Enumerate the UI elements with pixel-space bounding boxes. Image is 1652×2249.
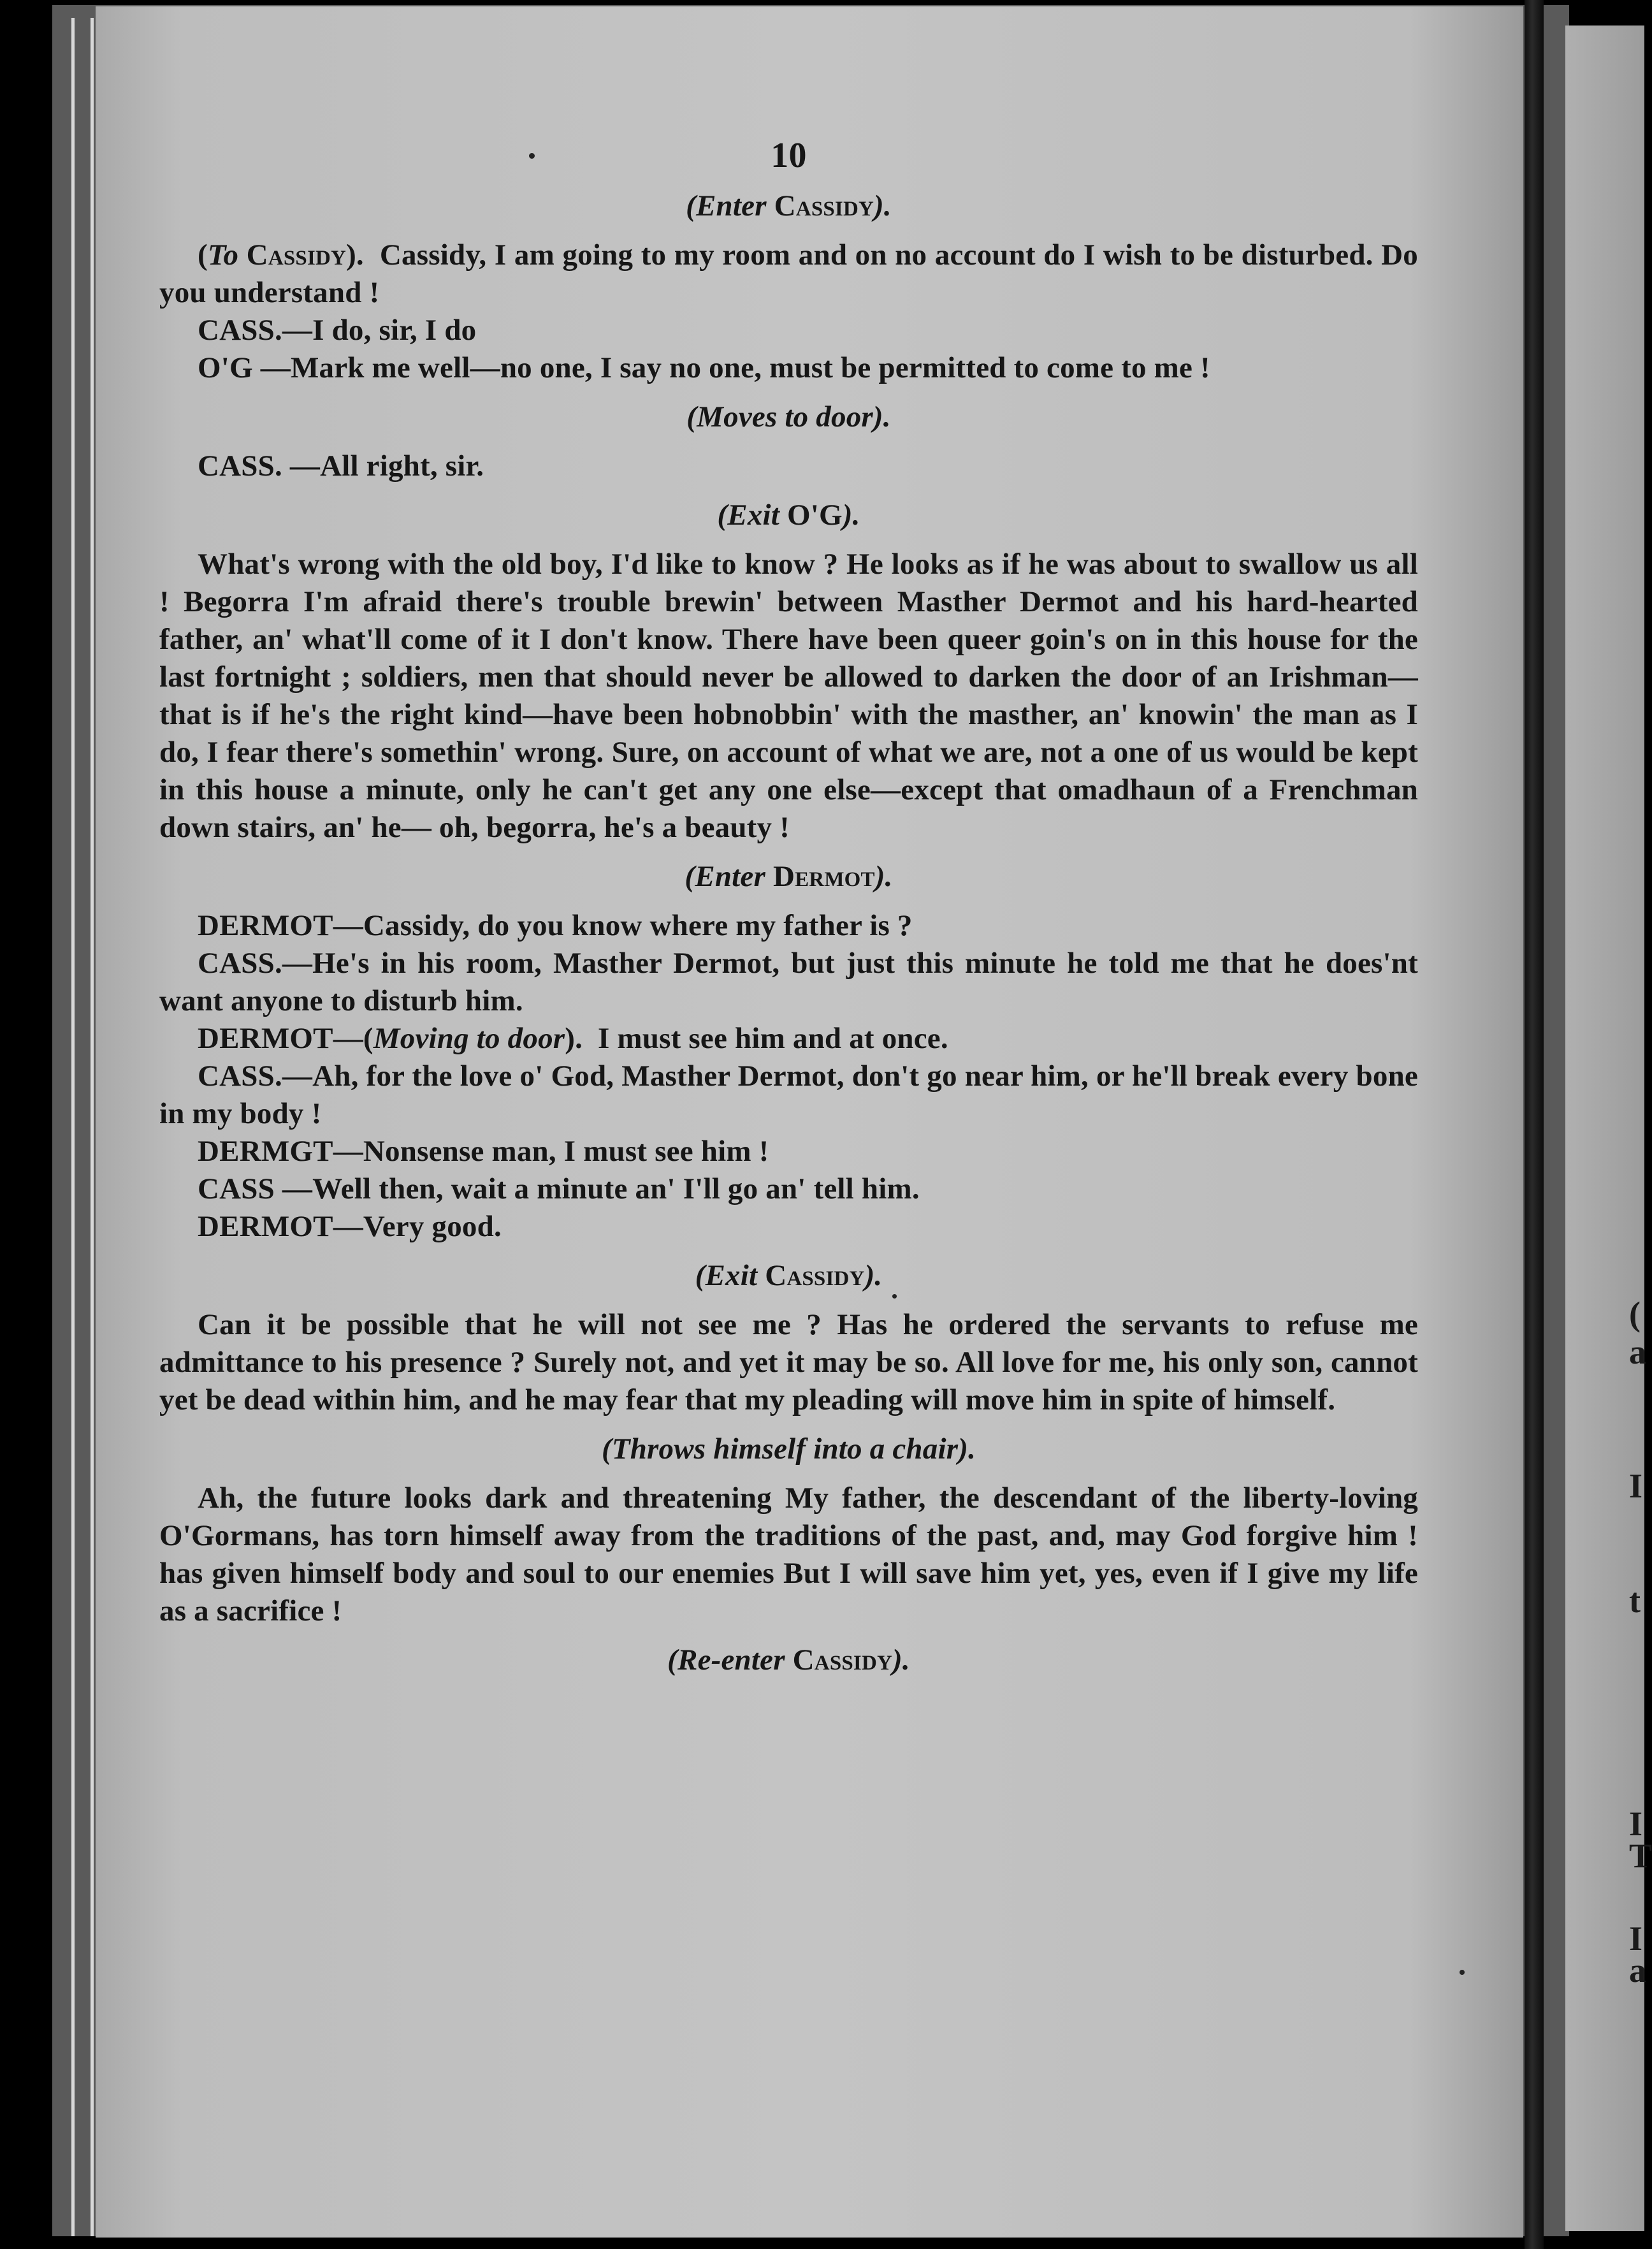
stage-direction: (Enter Cassidy). <box>686 189 892 222</box>
dialogue-text: He's in his room, Masther Dermot, but just this minute he told me that he does'nt want anyone to disturb him. <box>159 947 1418 1017</box>
dialogue-text: All right, sir. <box>320 449 484 483</box>
page-edge <box>71 18 75 2236</box>
neighbor-fragment: t <box>1629 1582 1641 1620</box>
dialogue-text: Well then, wait a minute an' I'll go an' tell him. <box>312 1172 920 1205</box>
page-edge <box>91 18 94 2236</box>
stage-direction: (Throws himself into a chair). <box>601 1432 976 1466</box>
character-name: Dermot <box>772 860 875 893</box>
dialogue-text: I do, sir, I do <box>312 314 477 347</box>
dialogue-text: I must see him and at once. <box>597 1022 948 1055</box>
speaker: CASS.— <box>198 1059 313 1093</box>
speaker: CASS.— <box>198 314 313 347</box>
speech-paragraph: What's wrong with the old boy, I'd like to know ? He looks as if he was about to swallow us all ! Begorra I'm afraid there's trouble brewin' between Masther Dermot and his hard-hearted father, an' what'll come of it I don't know. There have been queer goin's on in this house for the last fortnight ; soldiers, men that should never be allowed to darken the door of an Irishman—that is if he's the right kind—have been hobnobbin' with the masther, an' knowin' the man as I do, I fear there's somethin' wrong. Sure, on account of what we are, not a one of us would be kept in this house a minute, only he can't get any one else—except that omadhaun of a Frenchman down stairs, an' he— oh, begorra, he's a beauty ! <box>159 548 1418 844</box>
speech-paragraph: Can it be possible that he will not see me ? Has he ordered the servants to refuse me admittance to his presence ? Surely not, and yet it may be so. All love for me, his only son, cannot yet be dead within him, and he may fear that my pleading will move him in spite of himself. <box>159 1308 1418 1416</box>
character-name: O'G <box>786 499 843 532</box>
neighbor-fragment: a <box>1629 1951 1646 1990</box>
dialogue-line <box>159 945 1418 1020</box>
dialogue-line <box>159 1058 1418 1133</box>
character-name: Cassidy <box>765 1259 865 1292</box>
dialogue-text: Nonsense man, I must see him ! <box>363 1135 769 1168</box>
dialogue-line <box>159 1133 1418 1170</box>
speaker: DERMGT— <box>198 1135 363 1168</box>
stage-verb: To <box>207 238 239 272</box>
dialogue-text: Ah, for the love o' God, Masther Dermot, don't go near him, or he'll break every bone in my body ! <box>159 1059 1418 1130</box>
dialogue-line <box>159 1170 1418 1208</box>
stage-direction: (Exit Cassidy). <box>695 1259 883 1292</box>
speaker: CASS. — <box>198 449 321 483</box>
dialogue-line: DERMOT—(Moving to door). I must see him and at once. <box>198 1022 948 1055</box>
dialogue-text: Mark me well—no one, I say no one, must be permitted to come to me ! <box>290 351 1210 384</box>
stage-direction: (Re-enter Cassidy). <box>667 1643 910 1677</box>
neighbor-fragment: ( <box>1629 1295 1641 1333</box>
stage-verb: Enter <box>696 189 767 222</box>
stage-verb: Exit <box>705 1259 758 1292</box>
direction-text: Moving to door <box>373 1022 565 1055</box>
direction-text: Throws himself into a chair <box>611 1432 959 1466</box>
dialogue-line <box>159 448 1418 485</box>
dialogue-line: (To Cassidy). Cassidy, I am going to my room and on no account do I wish to be disturbed. Do you understand ! <box>159 238 1418 309</box>
character-name: Cassidy <box>792 1643 893 1677</box>
neighbor-page <box>1565 25 1652 2231</box>
neighbor-fragment: T <box>1629 1837 1652 1875</box>
stage-direction: (Enter Dermot). <box>685 860 893 893</box>
speaker: CASS.— <box>198 947 313 980</box>
speaker: O'G — <box>198 351 291 384</box>
neighbor-fragment: I <box>1629 1805 1643 1843</box>
neighbor-fragment: a <box>1629 1333 1646 1371</box>
stage-verb: Enter <box>695 860 765 893</box>
stage-verb: Re-enter <box>677 1643 785 1677</box>
dialogue-line <box>159 1208 1418 1246</box>
dialogue-line <box>159 349 1418 387</box>
character-name: Cassidy <box>246 238 347 272</box>
dialogue-text: Cassidy, I am going to my room and on no account do I wish to be disturbed. Do you understand ! <box>159 238 1418 309</box>
dialogue-line <box>159 907 1418 945</box>
neighbor-fragment: I <box>1629 1919 1643 1958</box>
dialogue-line <box>159 312 1418 349</box>
stage-direction: (Moves to door). <box>686 400 891 433</box>
speaker: DERMOT— <box>198 909 363 942</box>
play-text <box>159 137 1418 1691</box>
book-gutter <box>1525 0 1544 2249</box>
dialogue-text: Cassidy, do you know where my father is ? <box>363 909 913 942</box>
speech-paragraph: Ah, the future looks dark and threatening My father, the descendant of the liberty-loving O'Gormans, has torn himself away from the traditions of the past, and, may God forgive him ! has given himself body and soul to our enemies But I will save him yet, yes, even if I give my life as a sacrifice ! <box>159 1481 1418 1627</box>
speaker: DERMOT— <box>198 1022 363 1055</box>
neighbor-fragment: I <box>1629 1467 1643 1505</box>
direction-text: Moves to door <box>697 400 873 433</box>
page-number: 10 <box>771 136 807 175</box>
stage-verb: Exit <box>727 499 780 532</box>
dialogue-text: Very good. <box>363 1210 502 1243</box>
speaker: DERMOT— <box>198 1210 363 1243</box>
character-name: Cassidy <box>774 189 874 222</box>
stage-direction: (Exit O'G). <box>717 499 860 532</box>
speaker: CASS — <box>198 1172 313 1205</box>
speck <box>1460 1970 1465 1975</box>
